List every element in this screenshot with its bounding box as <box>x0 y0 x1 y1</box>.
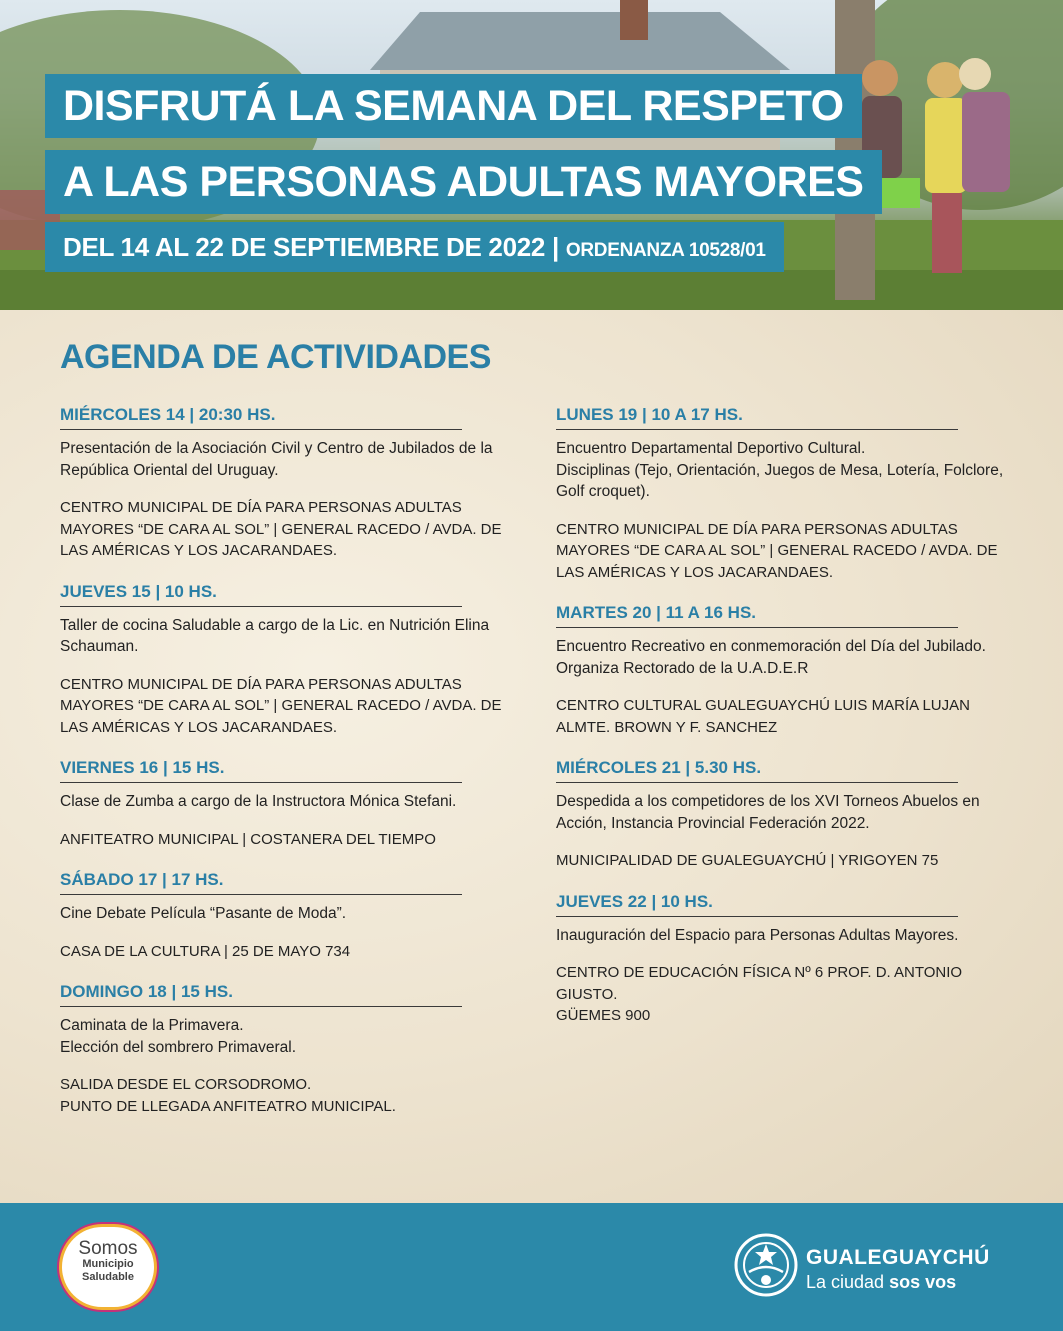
ordinance: ORDENANZA 10528/01 <box>565 240 766 261</box>
event-description: Cine Debate Película “Pasante de Moda”. <box>60 905 347 922</box>
event-item <box>60 870 510 962</box>
event-description: Caminata de la Primavera. Elección del sombrero Primaveral. <box>60 1017 297 1056</box>
event-item <box>60 582 510 739</box>
separator: | <box>545 232 566 262</box>
event-location: CASA DE LA CULTURA | 25 DE MAYO 734 <box>60 942 351 960</box>
title-line-1: DISFRUTÁ LA SEMANA DEL RESPETO <box>45 74 862 138</box>
gualeguaychu-emblem-icon <box>733 1232 799 1298</box>
title-line-2: A LAS PERSONAS ADULTAS MAYORES <box>45 150 882 214</box>
event-description: Despedida a los competidores de los XVI Torneos Abuelos en Acción, Instancia Provincial Federación 2022. <box>556 793 980 832</box>
event-heading: MIÉRCOLES 21 | 5.30 HS. <box>556 758 958 783</box>
event-location: CENTRO MUNICIPAL DE DÍA PARA PERSONAS ADULTAS MAYORES “DE CARA AL SOL” | GENERAL RACEDO / AVDA. DE LAS AMÉRICAS Y LOS JACARANDAES. <box>60 499 502 559</box>
event-location: CENTRO MUNICIPAL DE DÍA PARA PERSONAS ADULTAS MAYORES “DE CARA AL SOL” | GENERAL RACEDO / AVDA. DE LAS AMÉRICAS Y LOS JACARANDAES. <box>60 675 502 736</box>
event-heading: MIÉRCOLES 14 | 20:30 HS. <box>60 405 462 430</box>
event-description: Clase de Zumba a cargo de la Instructora Mónica Stefani. <box>60 793 457 810</box>
badge-line-3: Saludable <box>82 1271 134 1283</box>
event-item <box>556 603 1006 738</box>
event-description: Encuentro Departamental Deportivo Cultural. Disciplinas (Tejo, Orientación, Juegos de Mesa, Lotería, Folclore, Golf croquet). <box>556 440 1004 500</box>
date-banner <box>45 222 784 272</box>
badge-line-1: Somos <box>78 1238 138 1259</box>
event-heading: JUEVES 22 | 10 HS. <box>556 892 958 917</box>
event-description: Inauguración del Espacio para Personas Adultas Mayores. <box>556 926 959 944</box>
right-column <box>556 405 1006 1047</box>
event-item <box>556 758 1006 872</box>
event-location: ANFITEATRO MUNICIPAL | COSTANERA DEL TIEMPO <box>60 830 436 848</box>
event-heading: VIERNES 16 | 15 HS. <box>60 758 462 783</box>
city-tagline <box>806 1272 956 1293</box>
event-location: CENTRO CULTURAL GUALEGUAYCHÚ LUIS MARÍA LUJAN ALMTE. BROWN Y F. SANCHEZ <box>556 697 970 736</box>
event-heading: MARTES 20 | 11 A 16 HS. <box>556 603 958 628</box>
event-item <box>60 982 510 1117</box>
city-name: GUALEGUAYCHÚ <box>806 1246 990 1269</box>
badge-line-2: Municipio <box>82 1258 134 1270</box>
date-range: DEL 14 AL 22 DE SEPTIEMBRE DE 2022 <box>63 232 546 262</box>
event-heading: LUNES 19 | 10 A 17 HS. <box>556 405 958 430</box>
event-heading: SÁBADO 17 | 17 HS. <box>60 870 462 895</box>
event-description: Presentación de la Asociación Civil y Centro de Jubilados de la República Oriental del Uruguay. <box>60 440 493 479</box>
event-item <box>60 758 510 850</box>
left-column <box>60 405 510 1137</box>
event-location: MUNICIPALIDAD DE GUALEGUAYCHÚ | YRIGOYEN 75 <box>556 852 939 869</box>
tagline-bold: sos vos <box>889 1272 957 1292</box>
event-description: Encuentro Recreativo en conmemoración del Día del Jubilado. Organiza Rectorado de la U.A.D.E.R <box>556 638 986 677</box>
event-heading: DOMINGO 18 | 15 HS. <box>60 982 462 1007</box>
event-item <box>556 405 1006 583</box>
event-description: Taller de cocina Saludable a cargo de la Lic. en Nutrición Elina Schauman. <box>60 616 490 655</box>
event-location: CENTRO MUNICIPAL DE DÍA PARA PERSONAS ADULTAS MAYORES “DE CARA AL SOL” | GENERAL RACEDO / AVDA. DE LAS AMÉRICAS Y LOS JACARANDAES. <box>556 520 998 581</box>
event-location: CENTRO DE EDUCACIÓN FÍSICA Nº 6 PROF. D. ANTONIO GIUSTO. GÜEMES 900 <box>556 964 963 1024</box>
agenda-title: AGENDA DE ACTIVIDADES <box>60 338 491 376</box>
somos-municipio-saludable-badge <box>62 1227 154 1307</box>
event-item <box>60 405 510 562</box>
event-location: SALIDA DESDE EL CORSODROMO. PUNTO DE LLEGADA ANFITEATRO MUNICIPAL. <box>60 1076 396 1115</box>
event-item <box>556 892 1006 1027</box>
tagline-prefix: La ciudad <box>806 1272 890 1292</box>
event-heading: JUEVES 15 | 10 HS. <box>60 582 462 607</box>
